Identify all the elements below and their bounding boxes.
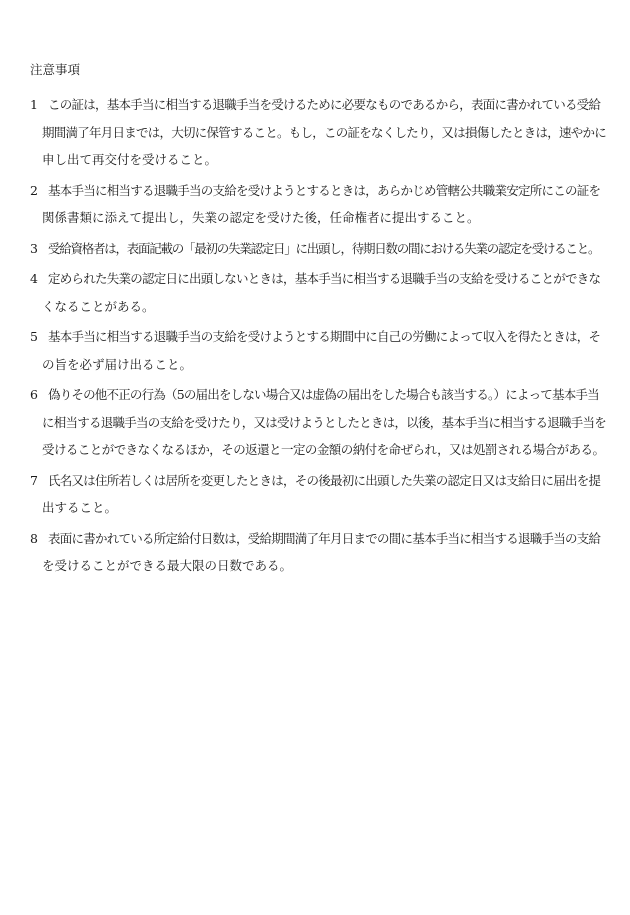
note-number: 3 <box>30 240 38 256</box>
note-item-7 <box>30 467 600 522</box>
note-line: この証は，基本手当に相当する退職手当を受けるために必要なものであるから，表面に書かれている受給 <box>48 97 601 112</box>
note-number: 2 <box>30 182 38 198</box>
note-line: の旨を必ず届け出ること。 <box>42 356 193 372</box>
note-line: 表面に書かれている所定給付日数は，受給期間満了年月日までの間に基本手当に相当する退職手当の支給 <box>48 530 601 546</box>
note-line: 氏名又は住所若しくは居所を変更したときは，その後最初に出頭した失業の認定日又は支給日に届出を提 <box>48 472 601 488</box>
section-heading: 注意事項 <box>30 62 81 77</box>
note-line: 期間満了年月日までは，大切に保管すること。もし，この証をなくしたり，又は損傷したときは，速やかに <box>42 124 607 140</box>
note-item-4 <box>30 265 600 320</box>
note-item-1 <box>30 91 607 174</box>
note-line: くなることがある。 <box>42 298 155 314</box>
note-item-8 <box>30 525 600 580</box>
note-item-5 <box>30 323 600 378</box>
note-line: 申し出て再交付を受けること。 <box>42 152 218 167</box>
note-line: 偽りその他不正の行為（5の届出をしない場合又は虚偽の届出をした場合も該当する。）によって基本手当 <box>48 387 599 402</box>
note-line: に相当する退職手当の支給を受けたり，又は受けようとしたときは，以後，基本手当に相当する退職手当を <box>42 414 607 430</box>
note-item-3 <box>30 235 600 263</box>
note-line: 出すること。 <box>42 500 118 515</box>
note-line: 基本手当に相当する退職手当の支給を受けようとする期間中に自己の労働によって収入を得たときは，そ <box>48 329 601 344</box>
note-number: 8 <box>30 530 38 546</box>
note-item-2 <box>30 177 600 232</box>
notes-list <box>30 91 607 583</box>
note-line: 定められた失業の認定日に出頭しないときは，基本手当に相当する退職手当の支給を受けることができな <box>48 271 601 286</box>
note-line: 受けることができなくなるほか，その返還と一定の金額の納付を命ぜられ，又は処罰される場合がある。 <box>42 442 605 457</box>
note-number: 6 <box>30 387 38 402</box>
note-number: 5 <box>30 329 38 344</box>
note-number: 4 <box>30 271 38 286</box>
note-number: 1 <box>30 97 38 112</box>
note-number: 7 <box>30 472 38 488</box>
note-line: 関係書類に添えて提出し，失業の認定を受けた後，任命権者に提出すること。 <box>42 210 480 225</box>
note-item-6 <box>30 381 607 464</box>
note-line: を受けることができる最大限の日数である。 <box>42 558 293 573</box>
note-line: 受給資格者は，表面記載の「最初の失業認定日」に出頭し，待期日数の間における失業の認定を受けること。 <box>48 240 600 256</box>
note-line: 基本手当に相当する退職手当の支給を受けようとするときは，あらかじめ管轄公共職業安定所にこの証を <box>48 182 601 198</box>
